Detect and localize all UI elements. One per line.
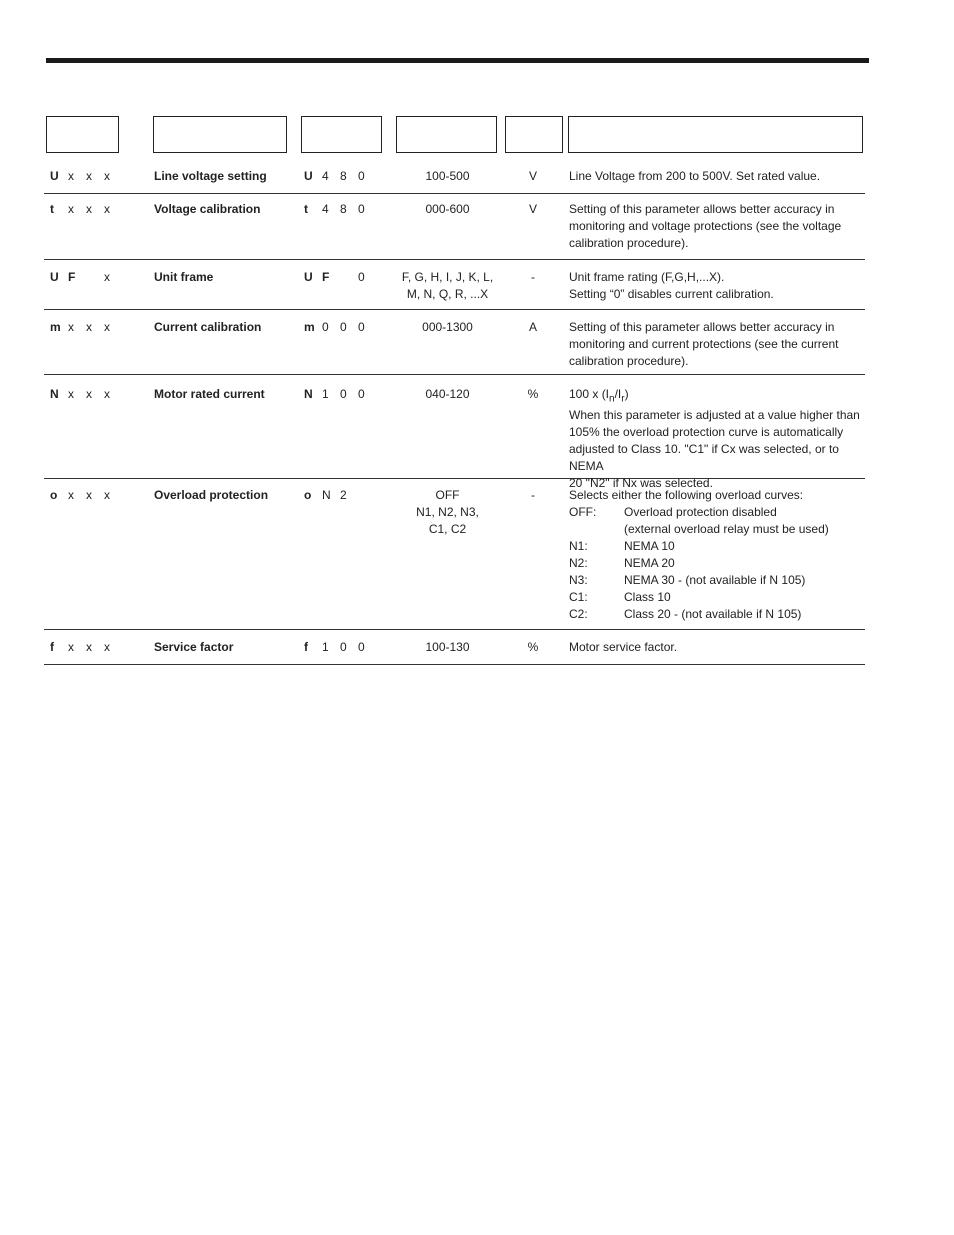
header-box-example [301,116,382,153]
header-box-name [153,116,287,153]
parameter-code: N x x x [50,387,110,401]
parameter-code: t x x x [50,202,110,216]
table-row [44,386,865,491]
current-ratio-formula: 100 x $(I_n/I_r)$ [569,387,629,405]
curve-item: N2: NEMA 20 [569,556,675,570]
parameter-name: Unit frame [154,270,214,284]
parameter-description: Selects either the following overload curves: OFF: Overload protection disabled (external overload relay must be used) N1: NEMA 10 N2: NEMA 20 N3: NEMA 30 - (not available if N 105) C1: Class 10 C2: Class 20 - (not available if N 105) [569,487,869,623]
parameter-range: F, G, H, I, J, K, L, M, N, Q, R, ...X [401,270,494,301]
table-row [44,319,865,375]
parameter-example: o N 2 [304,488,347,502]
parameter-description: Line Voltage from 200 to 500V. Set rated value. [569,169,821,183]
header-box-unit [505,116,563,153]
parameter-name: Voltage calibration [154,202,261,216]
parameter-example: t 4 8 0 [304,202,365,216]
parameter-range: OFF N1, N2, N3, C1, C2 [416,488,479,536]
parameter-example: m 0 0 0 [304,320,365,334]
parameter-description: 100 x $(I_n/I_r)$ When this parameter is adjusted at a value higher than 105% the overload protection curve is automatically adjusted to Class 10. "C1" if Cx was selected, or to NEMA 20 "N2" if Nx was selected. [569,386,869,492]
curve-item: N1: NEMA 10 [569,539,675,553]
curve-item: N3: NEMA 30 - (not available if N 105) [569,573,806,587]
parameter-example: U F 0 [304,270,365,284]
header-box-code [46,116,119,153]
parameter-code: o x x x [50,488,110,502]
parameter-code: m x x x [50,320,110,334]
parameter-code: f x x x [50,640,110,654]
parameter-example: U 4 8 0 [304,169,365,183]
curve-item: C1: Class 10 [569,590,671,604]
parameter-description: Motor service factor. [569,640,678,654]
top-rule [46,58,869,63]
parameter-range: 000-600 [425,202,470,216]
parameter-unit: V [528,202,537,216]
table-row [44,487,865,630]
table-row [44,269,865,310]
parameter-unit: A [528,320,537,334]
parameter-description: Setting of this parameter allows better accuracy in monitoring and voltage protections (see the voltage calibration procedure). [569,202,842,250]
parameter-name: Current calibration [154,320,262,334]
table-row [44,201,865,260]
header-box-description [568,116,863,153]
parameter-name: Motor rated current [154,387,265,401]
parameter-unit: - [531,488,535,502]
table-row [44,639,865,665]
parameter-code: U x x x [50,169,110,183]
parameter-range: 100-500 [425,169,470,183]
parameter-name: Overload protection [154,488,269,502]
parameter-range: 000-1300 [422,320,473,334]
parameter-description: Unit frame rating (F,G,H,...X). Setting “0” disables current calibration. [569,270,774,301]
parameter-code: U F x [50,270,110,284]
parameter-example: N 1 0 0 [304,387,365,401]
parameter-description: Setting of this parameter allows better accuracy in monitoring and current protections (see the current calibration procedure). [569,320,839,368]
parameter-unit: % [527,387,539,401]
parameter-name: Service factor [154,640,234,654]
header-box-range [396,116,497,153]
parameter-name: Line voltage setting [154,169,267,183]
parameter-unit: % [527,640,539,654]
parameter-unit: - [531,270,535,284]
curve-item: C2: Class 20 - (not available if N 105) [569,607,802,621]
parameter-range: 040-120 [425,387,470,401]
table-row [44,168,865,194]
parameter-range: 100-130 [425,640,470,654]
curve-item: OFF: Overload protection disabled [569,505,777,519]
curve-item: (external overload relay must be used) [624,522,829,536]
parameter-unit: V [528,169,537,183]
parameter-example: f 1 0 0 [304,640,365,654]
